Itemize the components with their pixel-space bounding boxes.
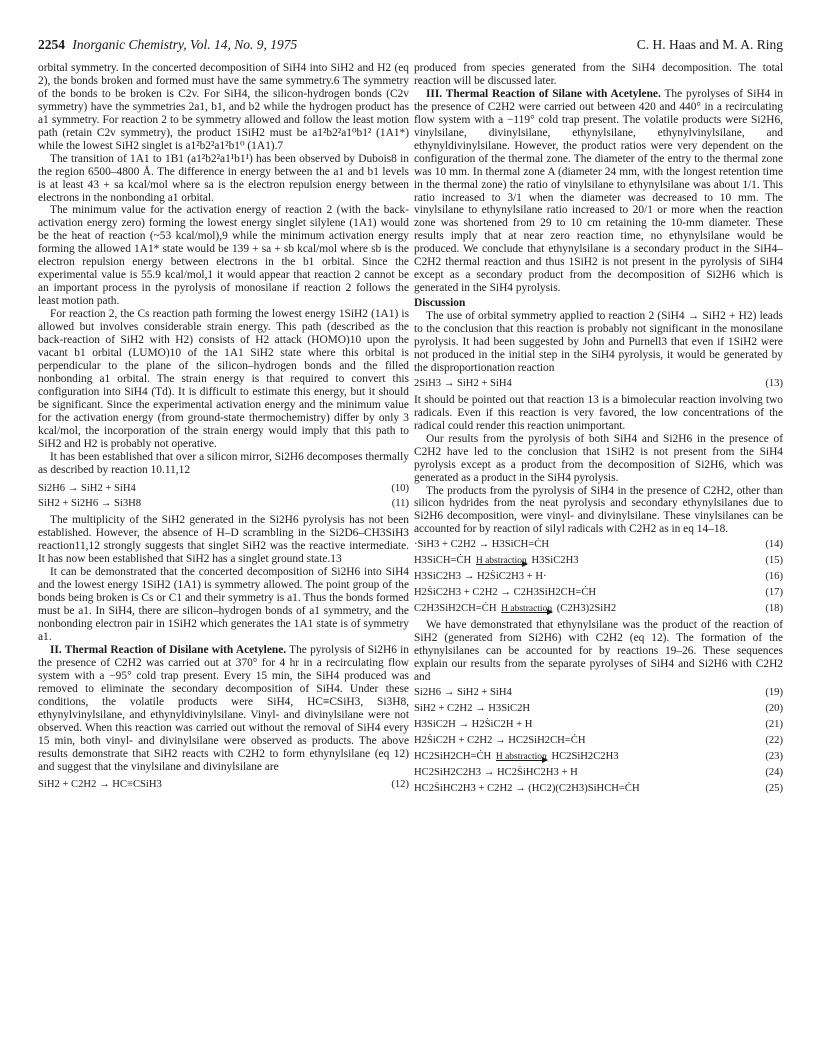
- equation-text: SiH2 + C2H2 → H3SiC2H: [414, 702, 531, 714]
- labeled-arrow: [474, 556, 529, 565]
- equation-15: [414, 555, 783, 568]
- arrow-line: [496, 760, 547, 761]
- equation-text: H3SiC2H → H2ṠiC2H + H: [414, 718, 533, 730]
- labeled-arrow: [499, 604, 554, 613]
- equation-20: [414, 703, 783, 716]
- paragraph: The use of orbital symmetry applied to reaction 2 (SiH4 → SiH2 + H2) leads to the conclusion that this reaction is probably not significant in the monosilane pyrolysis. It had been suggested by John and Purnell3 that even if 1SiH2 were not produced in the initial step in the SiH4 pyrolysis, it would be generated by the disproportionation reaction: [414, 310, 783, 374]
- equation-16: [414, 571, 783, 584]
- equation-11: [38, 498, 409, 511]
- equation-10: [38, 483, 409, 496]
- section-heading: III. Thermal Reaction of Silane with Acetylene.: [426, 87, 661, 100]
- equation-number: (20): [765, 702, 783, 714]
- equation-number: (23): [765, 750, 783, 762]
- equation-number: (11): [391, 498, 409, 510]
- product: HC2SiH2C2H3: [551, 750, 619, 762]
- running-header: [38, 37, 783, 55]
- section-paragraph: [38, 644, 409, 774]
- equation-number: (14): [765, 539, 783, 551]
- paragraph: The minimum value for the activation energy of reaction 2 (with the back-activation energy zero) forming the lowest energy singlet silylene (1A1) would be the heat of reaction (~53 kcal/mol),9 while the minimum activation energy forming the allowed 1A1* state would be 139 + sa + sb kcal/mol where sb is the electron repulsion energy between electrons in the b1 orbital. Since the experimental value is 55.9 kcal/mol,1 it would appear that reaction 2 cannot be an important process in the pyrolysis of monosilane if reaction 2 follows the least motion path.: [38, 204, 409, 308]
- paragraph: orbital symmetry. In the concerted decomposition of SiH4 into SiH2 and H2 (eq 2), the bonds broken and formed must have the same symmetry.6 The symmetry of the bonds to be broken is C2v. For SiH4, the silicon-hydrogen bonds (C2v symmetry) have the symmetries 2a1, b1, and b2 while the hydrogen product has a1 symmetry. For reaction 2 to be symmetry allowed and follow the least motion path (retain C2v symmetry), the product 1SiH2 must be a1²b2²a1⁰b1² (1A1*) while the lowest SiH2 singlet is a1²b2²a1²b1⁰ (1A1).7: [38, 62, 409, 152]
- equation-text: HC2ṠiHC2H3 + C2H2 → (HC2)(C2H3)SiHCH=ĊH: [414, 782, 640, 794]
- paragraph: It can be demonstrated that the concerted decomposition of Si2H6 into SiH4 and the lowest energy 1SiH2 (1A1) is symmetry allowed. The point group of the bonds being broken is Cs or C1 and their symmetry is a1. Thus the bonds formed must be a1. In SiH4, there are silicon–hydrogen bonds of a1 symmetry, and the nonbonding electron pair in 1SiH2 which generates the 1A1 state is of symmetry a1.: [38, 566, 409, 643]
- equation-13: [414, 378, 783, 391]
- equation-text: HC2SiH2C2H3 → HC2ṠiHC2H3 + H: [414, 766, 578, 778]
- equation-number: (16): [765, 571, 783, 583]
- equation-14: [414, 539, 783, 552]
- equation-text: Si2H6 → SiH2 + SiH4: [414, 686, 512, 698]
- equation-number: (21): [765, 718, 783, 730]
- paragraph: The transition of 1A1 to 1B1 (a1²b2²a1¹b1¹) has been observed by Dubois8 in the region 6500–4800 Å. The difference in energy between the a1 and b1 levels is at least 43 + sa kcal/mol where sa is the electron repulsion energy between electrons in the nonbonding a1 orbital.: [38, 152, 409, 204]
- equation-text: [414, 555, 579, 568]
- right-column: [414, 62, 783, 799]
- equation-number: (19): [765, 686, 783, 698]
- paragraph: We have demonstrated that ethynylsilane was the product of the reaction of SiH2 (generated from Si2H6) with C2H2 (eq 12). The formation of the ethynylsilanes can be accounted for by reactions 19–26. These sequences explain our results from the separate pyrolyses of SiH4 and Si2H6 with C2H2 and: [414, 619, 783, 683]
- arrow-label: H abstraction: [475, 556, 527, 567]
- equation-text: SiH2 + Si2H6 → Si3H8: [38, 498, 142, 510]
- equation-number: (25): [765, 782, 783, 794]
- equation-text: Si2H6 → SiH2 + SiH4: [38, 482, 136, 494]
- section-paragraph: [414, 88, 783, 295]
- page-number: 2254: [38, 37, 65, 52]
- equation-text: H2ṠiC2H3 + C2H2 → C2H3SiH2CH=ĊH: [414, 587, 597, 599]
- section-heading: II. Thermal Reaction of Disilane with Acetylene.: [50, 643, 287, 656]
- discussion-heading: Discussion: [414, 297, 466, 310]
- equation-text: SiH2 + C2H2 → HC≡CSiH3: [38, 779, 162, 791]
- equation-25: [414, 783, 783, 796]
- paragraph-text: The pyrolysis of Si2H6 in the presence of C2H2 was carried out at 370° for 4 hr in a recirculating flow system with a −95° cold trap present. Every 15 min, the SiH4 produced was removed to eliminate the secondary decomposition of SiH4. Under these conditions, the volatile products were SiH4, HC≡CSiH3, Si3H8, ethynylvinylsilane, and ethynyldivinylsilane. Vinyl- and divinylsilane were not observed. When this reaction was carried out without the removal of SiH4 every 15 min, both vinyl- and divinylsilane were observed as products. The above results demonstrate that SiH2 reacts with C2H2 to form ethynylsilane (eq 12) and suggest that the vinylsilane and divinylsilane are: [38, 643, 409, 773]
- arrow-label: H abstraction: [501, 604, 553, 615]
- equation-22: [414, 735, 783, 748]
- paragraph: The multiplicity of the SiH2 generated in the Si2H6 pyrolysis has not been established. However, the absence of H–D scrambling in the Si2D6–CH3SiH3 reaction11,12 strongly suggests that singlet SiH2 was the reactive intermediate. It has now been established that SiH2 has a singlet ground state.13: [38, 514, 409, 566]
- paragraph-text: The pyrolyses of SiH4 in the presence of C2H2 were carried out between 420 and 440° in a recirculating flow system with a −119° cold trap present. The volatile products were Si2H6, vinylsilane, divinylsilane, ethynylsilane, ethynylvinylsilane, and ethynyldivinylsilane. However, the product ratios were very dependent on the configuration of the thermal zone. The diameter of the entry to the thermal zone was 10 mm. In thermal zone A (diameter 24 mm, with the longest retention time in the thermal zone) the ratio of vinylsilane to ethynylsilane was about 1/1. This ratio increased to 3/1 when the diameter was decreased to 10 mm. The vinylsilane to ethynylsilane ratio increased to 20/1 or more when the reaction zone was shortened from 29 to 10 cm retaining the 10-mm diameter. These results imply that at near zero reaction time, no ethynylsilane would be produced. We conclude that ethynylsilane is a secondary product in the SiH4–C2H2 thermal reaction and thus 1SiH2 is not present in the pyrolysis of SiH4 except as a secondary product from the decomposition of Si2H6 which is generated in the SiH4 pyrolysis.: [414, 87, 783, 295]
- equation-23: [414, 751, 783, 764]
- paragraph: The products from the pyrolysis of SiH4 in the presence of C2H2, other than silicon hydrides from the neat pyrolysis and secondary ethynylsilanes due to Si2H6 decomposition, were vinyl- and divinylsilane. These vinylsilanes can be accounted for by reaction of silyl radicals with C2H2 as in eq 14–18.: [414, 484, 783, 536]
- product: H3SiC2H3: [531, 555, 579, 567]
- journal-citation: Inorganic Chemistry, Vol. 14, No. 9, 1975: [72, 37, 298, 52]
- arrow-line: [501, 612, 552, 613]
- arrow-line: [476, 564, 527, 565]
- equation-number: (13): [765, 377, 783, 389]
- equation-text: H3SiC2H3 → H2ṠiC2H3 + H·: [414, 571, 547, 583]
- equation-text: [414, 751, 619, 764]
- equation-number: (17): [765, 587, 783, 599]
- equation-text: H2ṠiC2H + C2H2 → HC2SiH2CH=ĊH: [414, 734, 586, 746]
- equation-number: (12): [391, 779, 409, 791]
- equation-number: (22): [765, 734, 783, 746]
- paragraph: It has been established that over a silicon mirror, Si2H6 decomposes thermally as described by reaction 10.11,12: [38, 450, 409, 476]
- labeled-arrow: [494, 752, 549, 761]
- reactant: H3SiCH=ĊH: [414, 555, 472, 567]
- equation-18: [414, 603, 783, 616]
- arrow-label: H abstraction: [495, 751, 547, 762]
- header-left: [38, 37, 297, 53]
- equation-24: [414, 767, 783, 780]
- paragraph: It should be pointed out that reaction 13 is a bimolecular reaction involving two radicals. Even if this reaction is very favored, the low concentrations of the radical could render this reaction unimportant.: [414, 393, 783, 432]
- paragraph: produced from species generated from the SiH4 decomposition. The total reaction will be discussed later.: [414, 62, 783, 87]
- reactant: HC2SiH2CH=ĊH: [414, 750, 492, 762]
- equation-17: [414, 587, 783, 600]
- equation-number: (18): [765, 603, 783, 615]
- paragraph: For reaction 2, the Cs reaction path forming the lowest energy 1SiH2 (1A1) is allowed but involves considerable strain energy. This path (described as the back-reaction of SiH2 with H2) consists of H2 attack (HOMO)10 upon the vacant b1 orbital (LUMO)10 of the 1A1 SiH2 state where this orbital is perpendicular to the plane of the silicon–hydrogen bonds and the filled nonbonding a1 orbital. The strain energy is that required to convert this configuration into SiH4 (Td). It is difficult to estimate this energy, but it should be significant. Since the experimental activation energy and the minimum value for the activation energy (from ground-state thermochemistry) differ by only 3 kcal/mol, the incorporation of the strain energy would imply that this path to SiH2 and H2 is probably not operative.: [38, 308, 409, 450]
- equation-number: (15): [765, 555, 783, 567]
- equation-text: ·SiH3 + C2H2 → H3SiCH=ĊH: [414, 539, 549, 551]
- header-authors: C. H. Haas and M. A. Ring: [636, 37, 783, 52]
- equation-text: 2SiH3 → SiH2 + SiH4: [414, 377, 512, 389]
- left-column: [38, 62, 409, 795]
- equation-text: [414, 603, 616, 616]
- equation-21: [414, 719, 783, 732]
- equation-number: (24): [765, 766, 783, 778]
- paragraph: Our results from the pyrolysis of both SiH4 and Si2H6 in the presence of C2H2 have led to the conclusion that 1SiH2 is not present from the SiH4 pyrolysis except as a product from the decomposition of Si2H6, which was generated as a product in the SiH4 pyrolysis.: [414, 432, 783, 484]
- equation-number: (10): [391, 482, 409, 494]
- equation-12: [38, 779, 409, 792]
- reactant: C2H3SiH2CH=ĊH: [414, 603, 497, 615]
- product: (C2H3)2SiH2: [556, 603, 617, 615]
- equation-19: [414, 687, 783, 700]
